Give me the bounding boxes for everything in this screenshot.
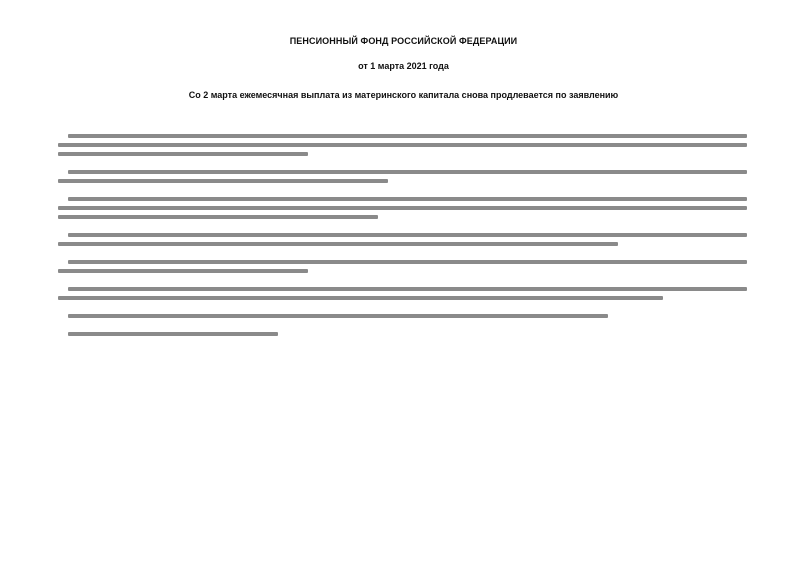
paragraph-placeholder bbox=[58, 260, 749, 273]
organization-title: ПЕНСИОННЫЙ ФОНД РОССИЙСКОЙ ФЕДЕРАЦИИ bbox=[289, 36, 518, 46]
paragraph-placeholder bbox=[58, 197, 749, 219]
paragraph-placeholder bbox=[58, 233, 749, 246]
document-title: Со 2 марта ежемесячная выплата из материнского капитала снова продлевается по заявлению bbox=[188, 90, 619, 100]
document-date: от 1 марта 2021 года bbox=[358, 61, 449, 71]
paragraph-placeholder bbox=[58, 314, 749, 318]
paragraph-placeholder bbox=[58, 287, 749, 300]
paragraph-placeholder bbox=[58, 332, 749, 336]
paragraph-placeholder bbox=[58, 170, 749, 183]
body-text bbox=[58, 134, 749, 336]
paragraph-placeholder bbox=[58, 134, 749, 156]
